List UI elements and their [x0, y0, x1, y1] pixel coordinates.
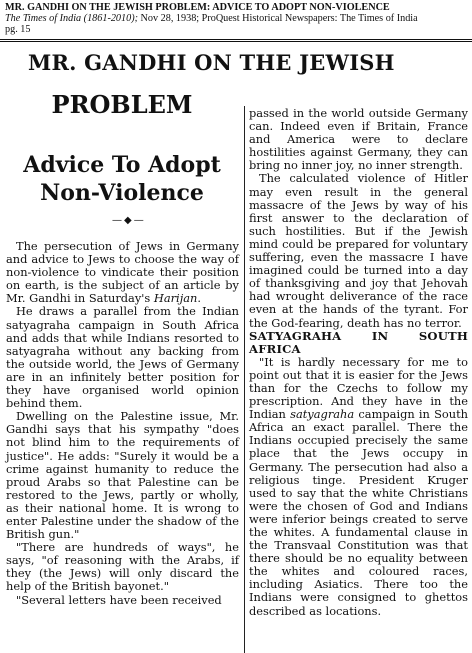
top-rule-double	[0, 41, 472, 42]
paragraph: The calculated violence of Hitler may even result in the general massacre of the Jews by way of his first answer to the declaration of such hostilities. But if the Jewish mind could be prepared for voluntary suffering, even the massacre I have imagined could be turned into a day of thanksgiving and joy that Jehovah had wrought deliverance of the race even at the hands of the tyrant. For the God-fearing, death has no terror.	[249, 171, 468, 330]
headline-line-1: MR. GANDHI ON THE JEWISH	[28, 50, 395, 75]
paragraph-text: The persecution of Jews in Germany and advice to Jews to choose the way of non-violence to vindicate their position on earth, is the subject of an article by Mr. Gandhi in Saturday's	[6, 239, 239, 306]
satyagraha-term: satyagraha	[290, 407, 355, 422]
paragraph: "Several letters have been received	[16, 592, 222, 607]
paragraph-text: "It is hardly necessary for me to point out that it is easier for the Jews than for the Czechs to follow my prescription. And they have in the Indian	[249, 354, 468, 422]
paragraph-text: .	[197, 291, 201, 306]
citation-publication: The Times of India (1861-2010);	[5, 13, 138, 24]
article-left-column	[6, 240, 239, 607]
headline-ornament: —◆—	[112, 215, 146, 226]
section-subheading: SATYAGRAHA IN SOUTH AFRICA	[249, 328, 468, 356]
top-rule	[0, 39, 472, 40]
column-divider	[244, 106, 245, 653]
subheadline-line-2: Non-Violence	[40, 180, 204, 206]
paragraph-text: campaign in South Africa an exact parallel. There the Indians occupied precisely the same place that the Jews occupy in Germany. The persecution had also a religious tinge. President Kruger used to say that the white Christians were the chosen of God and Indians were inferior beings created to serve the whites. A fundamental clause in the Transvaal Constitution was that there should be no equality between the whites and coloured races, including Asiatics. There too the Indians were consigned to ghettos described as locations.	[249, 407, 468, 618]
article-right-column	[249, 107, 468, 618]
paragraph	[249, 356, 468, 618]
citation-details: Nov 28, 1938; ProQuest Historical Newspapers: The Times of India	[138, 13, 418, 24]
paragraph: passed in the world outside Germany can. Indeed even if Britain, France and America were to declare hostilities against Germany, they can bring no inner joy, no inner strength.	[249, 106, 468, 173]
paragraph: He draws a parallel from the Indian satyagraha campaign in South Africa and adds that while Indians resorted to satyagraha without any backing from the outside world, the Jews of Germany are in an infinitely better position for they have organised world opinion behind them.	[6, 304, 239, 411]
paragraph	[6, 240, 239, 305]
citation-title: MR. GANDHI ON THE JEWISH PROBLEM: ADVICE TO ADOPT NON-VIOLENCE	[5, 2, 390, 13]
citation-source	[5, 13, 467, 24]
subheadline-line-1: Advice To Adopt	[23, 152, 221, 178]
harijan-title: Harijan	[153, 291, 198, 306]
headline-line-2: PROBLEM	[51, 90, 193, 119]
citation-header	[5, 2, 467, 35]
citation-page: pg. 15	[5, 24, 31, 35]
paragraph: Dwelling on the Palestine issue, Mr. Gandhi says that his sympathy "does not blind him to the requirements of justice". He adds: "Surely it would be a crime against humanity to reduce the proud Arabs so that Palestine can be restored to the Jews, partly or wholly, as their national home. It is wrong to enter Palestine under the shadow of the British gun."	[6, 409, 239, 542]
paragraph: "There are hundreds of ways", he says, "of reasoning with the Arabs, if they (the Jews) will only discard the help of the British bayonet."	[6, 540, 239, 594]
